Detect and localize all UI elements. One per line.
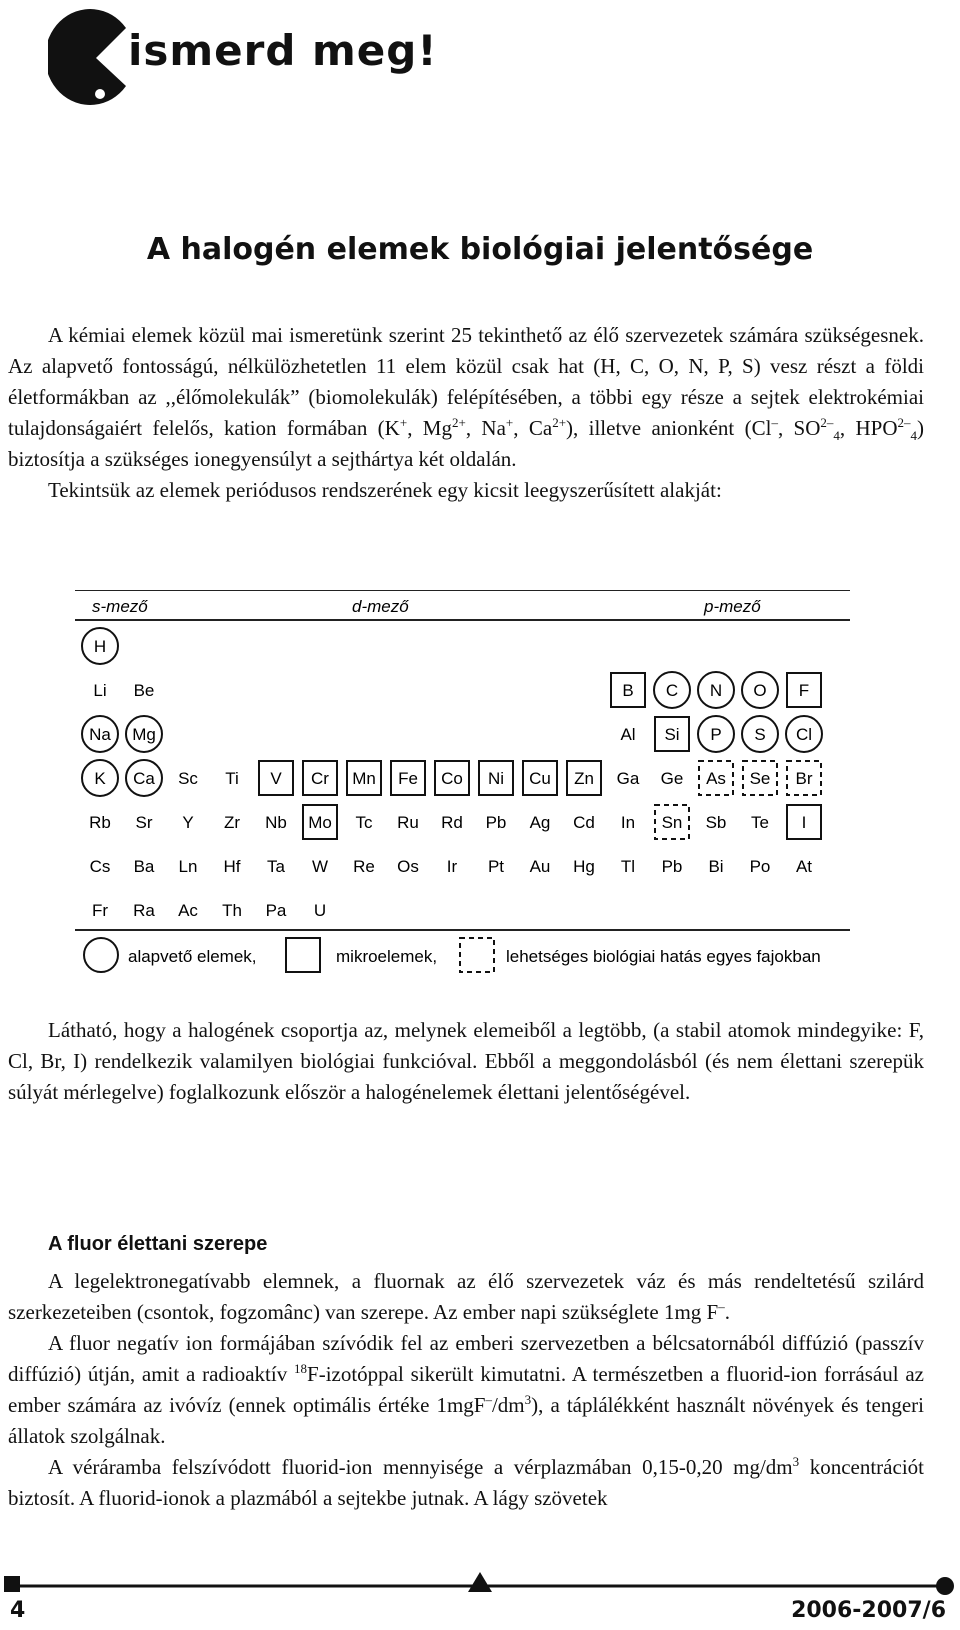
legend-dashed-square-icon	[460, 938, 494, 972]
section-heading: A fluor élettani szerepe	[48, 1233, 268, 1255]
element-Ag: Ag	[529, 813, 551, 832]
element-Al: Al	[620, 725, 636, 744]
element-Mo: Mo	[308, 813, 332, 832]
element-Th: Th	[222, 901, 242, 920]
element-Si: Si	[664, 725, 680, 744]
element-Re: Re	[353, 857, 375, 876]
after-table-text	[8, 1015, 924, 1108]
element-Po: Po	[749, 857, 771, 876]
element-Sr: Sr	[135, 813, 153, 832]
intro-text	[8, 320, 924, 506]
element-P: P	[710, 725, 722, 744]
element-Cu: Cu	[529, 769, 551, 788]
element-Pa: Pa	[265, 901, 287, 920]
element-Mn: Mn	[352, 769, 376, 788]
footer-circle-icon	[936, 1577, 954, 1595]
section-paragraph-2: A fluor negatív ion formájában szívódik fel az emberi szervezetben a bélcsatornából diffúzió (passzív diffúzió) útján, amit a radioaktív $^{18}$F-izotóppal sikerült kimutatni. A természetben a fluorid-ion forrásául az ember számára az ivóvíz (ennek optimális értéke $1mgF^-/dm^3$), a táplálékként használt növények és tengeri állatok szolgálnak.	[8, 1331, 924, 1448]
element-Cs: Cs	[89, 857, 111, 876]
element-Co: Co	[441, 769, 463, 788]
element-S: S	[754, 725, 766, 744]
s-block-label: s-mező	[92, 597, 148, 616]
periodic-table	[70, 590, 860, 1000]
element-Te: Te	[751, 813, 769, 832]
section-paragraph-3: A véráramba felszívódott fluorid-ion mennyisége a vérplazmában 0,15-0,20 $mg/dm^3$ koncentrációt biztosít. A fluorid-ionok a plazmából a sejtekbe jutnak. A lágy szövetek	[8, 1454, 924, 1510]
element-Sn: Sn	[661, 813, 683, 832]
page-number: 4	[10, 1598, 26, 1623]
element-Rd: Rd	[441, 813, 463, 832]
element-Cl: Cl	[795, 725, 813, 744]
section-text	[8, 1266, 924, 1514]
legend-essential: alapvető elemek,	[128, 947, 257, 966]
element-U: U	[313, 901, 327, 920]
after-table-paragraph: Látható, hogy a halogének csoportja az, melynek elemeiből a legtöbb, (a stabil atomok mindegyike: F, Cl, Br, I) rendelkezik valamilyen biológiai funkcióval. Ebből a meggondolásból (és nem élettani szerepük súlyát mérlegelve) foglalkozunk először a halogénelemek élettani jelentőségével.	[8, 1018, 924, 1104]
element-Rb: Rb	[89, 813, 111, 832]
element-Ln: Ln	[178, 857, 198, 876]
element-Ca: Ca	[133, 769, 155, 788]
element-N: N	[709, 681, 723, 700]
element-Ba: Ba	[133, 857, 155, 876]
element-Fe: Fe	[398, 769, 418, 788]
element-Fr: Fr	[91, 901, 109, 920]
p-block-label: p-mező	[704, 597, 761, 616]
footer-square-icon	[4, 1576, 20, 1592]
element-Pt: Pt	[487, 857, 505, 876]
element-Au: Au	[529, 857, 551, 876]
element-B: B	[622, 681, 634, 700]
element-K: K	[94, 769, 106, 788]
element-Ra: Ra	[133, 901, 155, 920]
footer-triangle-icon	[468, 1572, 492, 1592]
element-Pb: Pb	[661, 857, 683, 876]
element-Sc: Sc	[178, 769, 198, 788]
element-In: In	[620, 813, 636, 832]
element-Ta: Ta	[267, 857, 285, 876]
element-W: W	[311, 857, 329, 876]
element-F: F	[798, 681, 810, 700]
element-Li: Li	[93, 681, 107, 700]
legend-square-icon	[286, 938, 320, 972]
element-As: As	[706, 769, 726, 788]
element-Hg: Hg	[573, 857, 595, 876]
section-paragraph-1: A legelektronegatívabb elemnek, a fluornak az élő szervezetek váz és más rendeltetésű szilárd szerkezeteiben (csontok, fogzomânc) van szerepe. Az ember napi szükséglete 1mg F–.	[8, 1269, 924, 1324]
element-Hf: Hf	[223, 857, 241, 876]
d-block-label: d-mező	[352, 597, 409, 616]
element-Be: Be	[133, 681, 155, 700]
intro-paragraph-2: Tekintsük az elemek periódusos rendszerének egy kicsit leegyszerűsített alakját:	[48, 478, 722, 502]
element-Se: Se	[749, 769, 771, 788]
legend-micro: mikroelemek,	[336, 947, 438, 966]
element-Ti: Ti	[225, 769, 239, 788]
element-Ga: Ga	[616, 769, 640, 788]
element-C: C	[665, 681, 679, 700]
element-Y: Y	[182, 813, 194, 832]
element-Bi: Bi	[708, 857, 724, 876]
element-V: V	[270, 769, 282, 788]
element-Ir: Ir	[446, 857, 458, 876]
intro-paragraph-1: A kémiai elemek közül mai ismeretünk szerint 25 tekinthető az élő szervezetek számára szükségesnek. Az alapvető fontosságú, nélkülözhetetlen 11 elem közül csak hat (H, C, O, N, P, S) vesz részt a földi életformákban az ,,élőmolekulák” (biomolekulák) felépítésében, a többi egy része a sejtek elektrokémiai tulajdonságaiért felelős, kation formában (K+, $Mg^{2+}$, Na+, $Ca^{2+}$), illetve anionként (Cl–, $SO^{2-}_4$, $HPO^{2-}_4$) biztosítja a szükséges ionegyensúlyt a sejthártya két oldalán.	[8, 323, 924, 471]
element-Ni: Ni	[487, 769, 505, 788]
element-Nb: Nb	[265, 813, 287, 832]
element-Ac: Ac	[178, 901, 198, 920]
issue-number: 2006-2007/6	[791, 1598, 946, 1623]
legend-possible: lehetséges biológiai hatás egyes fajokban	[506, 947, 821, 966]
element-Zr: Zr	[223, 813, 241, 832]
element-Tl: Tl	[620, 857, 636, 876]
element-Na: Na	[89, 725, 111, 744]
element-Pb: Pb	[485, 813, 507, 832]
element-I: I	[801, 813, 807, 832]
element-Br: Br	[795, 769, 813, 788]
element-At: At	[795, 857, 813, 876]
element-Mg: Mg	[132, 725, 156, 744]
logo-pacman-icon	[48, 6, 138, 106]
element-O: O	[753, 681, 767, 700]
element-Ge: Ge	[660, 769, 684, 788]
legend-circle-icon	[84, 938, 118, 972]
element-Tc: Tc	[355, 813, 373, 832]
element-Sb: Sb	[705, 813, 727, 832]
element-Os: Os	[397, 857, 419, 876]
element-Cr: Cr	[311, 769, 329, 788]
logo-text: ismerd meg!	[128, 26, 438, 75]
article-title: A halogén elemek biológiai jelentősége	[146, 232, 814, 267]
element-H: H	[93, 637, 107, 656]
element-Cd: Cd	[573, 813, 595, 832]
element-Ru: Ru	[397, 813, 419, 832]
element-Zn: Zn	[574, 769, 594, 788]
